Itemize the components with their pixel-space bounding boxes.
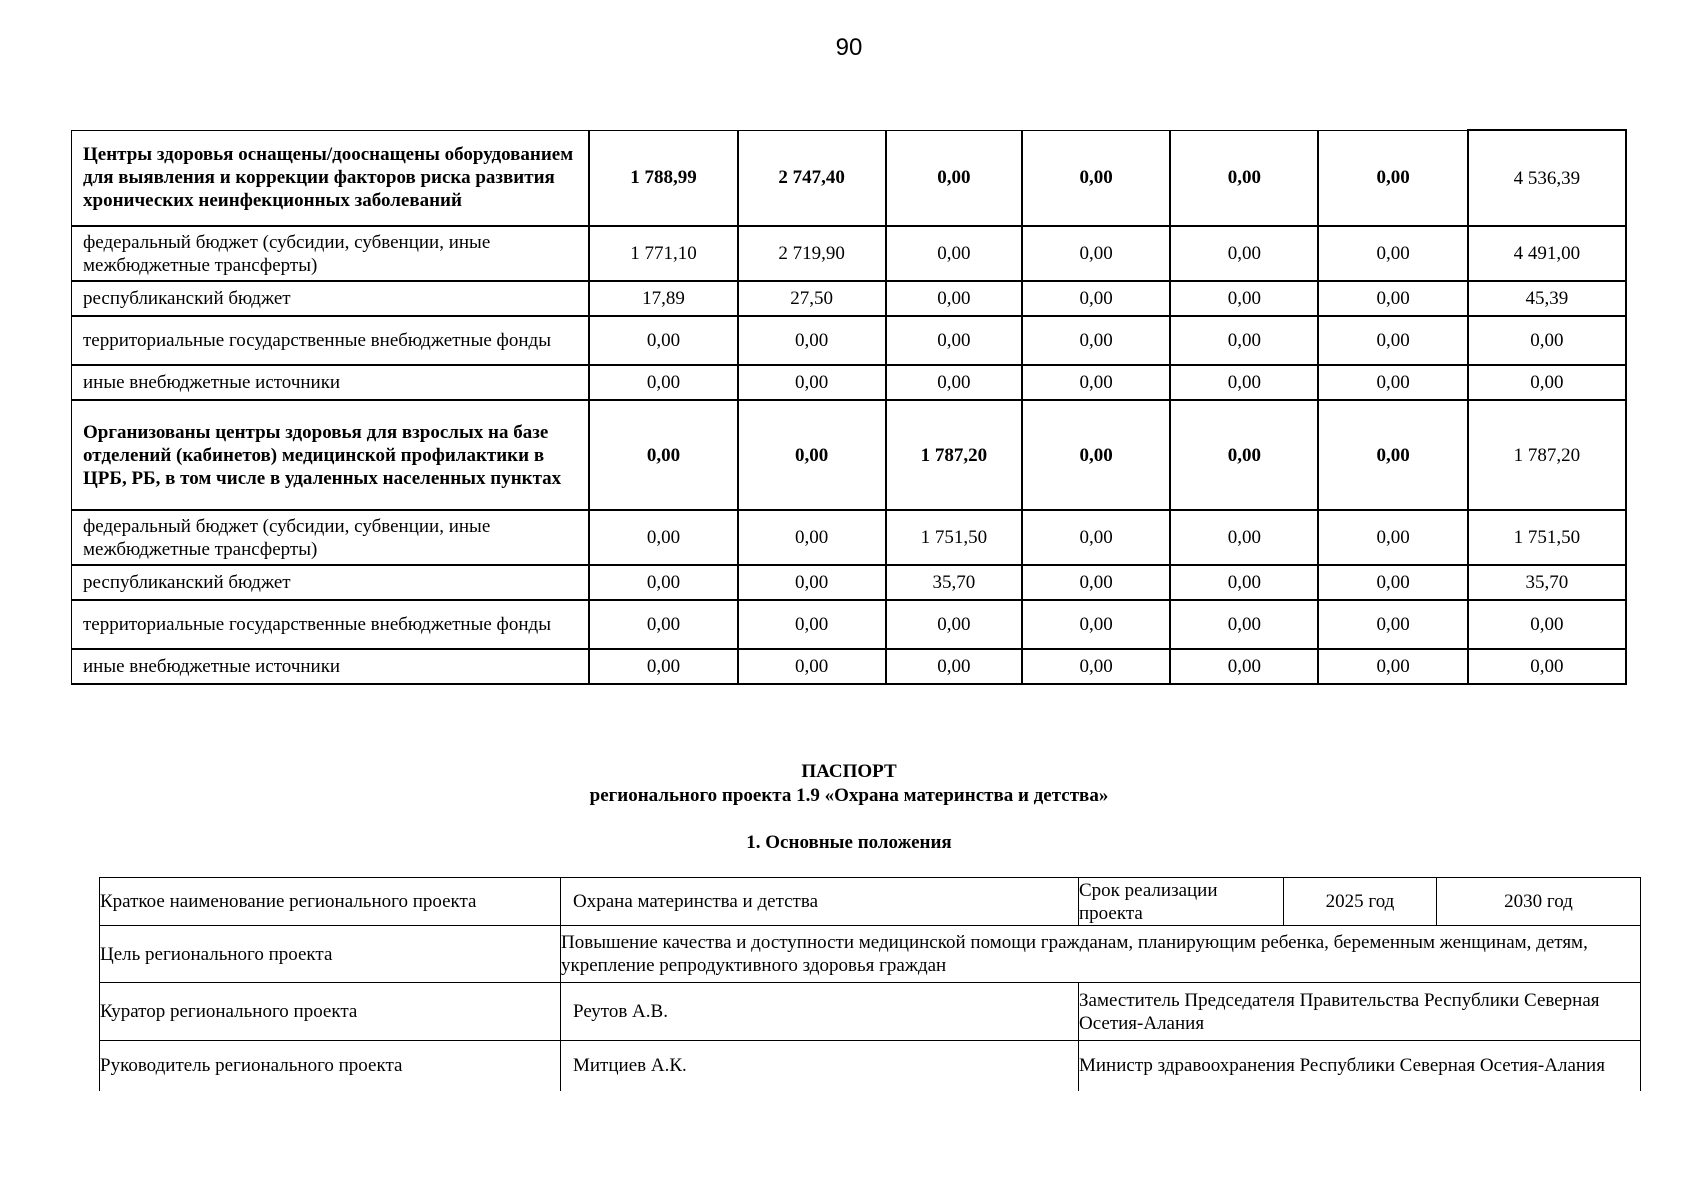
short-name-value: Охрана материнства и детства xyxy=(561,878,1079,926)
value-cell: 0,00 xyxy=(886,316,1022,365)
period-label: Срок реализации проекта xyxy=(1079,878,1284,926)
row-label: иные внебюджетные источники xyxy=(72,649,590,684)
value-cell: 0,00 xyxy=(1318,316,1467,365)
value-cell: 0,00 xyxy=(738,510,886,565)
value-cell: 0,00 xyxy=(1318,365,1467,400)
value-cell: 2 719,90 xyxy=(738,226,886,281)
row-total-cell: 45,39 xyxy=(1468,281,1626,316)
value-cell: 0,00 xyxy=(1170,316,1318,365)
value-cell: 0,00 xyxy=(1022,316,1170,365)
value-cell: 35,70 xyxy=(886,565,1022,600)
value-cell: 0,00 xyxy=(1170,130,1318,226)
table-row xyxy=(72,365,1627,400)
value-cell: 0,00 xyxy=(1170,600,1318,649)
row-label: территориальные государственные внебюджетные фонды xyxy=(72,316,590,365)
value-cell: 27,50 xyxy=(738,281,886,316)
passport-title: ПАСПОРТ xyxy=(801,761,897,782)
value-cell: 0,00 xyxy=(886,130,1022,226)
value-cell: 0,00 xyxy=(589,565,737,600)
value-cell: 1 787,20 xyxy=(886,400,1022,510)
value-cell: 0,00 xyxy=(1170,510,1318,565)
row-total-cell: 1 787,20 xyxy=(1468,400,1626,510)
row-total-cell: 0,00 xyxy=(1468,365,1626,400)
row-total-cell: 0,00 xyxy=(1468,316,1626,365)
value-cell: 0,00 xyxy=(1170,365,1318,400)
head-label: Руководитель регионального проекта xyxy=(100,1041,561,1091)
row-total-cell: 0,00 xyxy=(1468,600,1626,649)
value-cell: 0,00 xyxy=(589,316,737,365)
table-row xyxy=(72,510,1627,565)
value-cell: 0,00 xyxy=(1318,565,1467,600)
value-cell: 0,00 xyxy=(1170,565,1318,600)
period-start: 2025 год xyxy=(1284,878,1437,926)
finance-table-body xyxy=(72,130,1627,684)
table-row xyxy=(72,600,1627,649)
value-cell: 0,00 xyxy=(1022,565,1170,600)
table-row xyxy=(100,926,1641,983)
table-row xyxy=(72,130,1627,226)
curator-position: Заместитель Председателя Правительства Республики Северная Осетия-Алания xyxy=(1079,983,1641,1041)
value-cell: 2 747,40 xyxy=(738,130,886,226)
value-cell: 0,00 xyxy=(1170,226,1318,281)
value-cell: 0,00 xyxy=(1022,281,1170,316)
value-cell: 0,00 xyxy=(1318,130,1467,226)
value-cell: 0,00 xyxy=(589,510,737,565)
value-cell: 0,00 xyxy=(1318,510,1467,565)
table-row xyxy=(100,1041,1641,1091)
table-row xyxy=(72,649,1627,684)
row-label: федеральный бюджет (субсидии, субвенции, иные межбюджетные трансферты) xyxy=(72,510,590,565)
row-label: Центры здоровья оснащены/дооснащены оборудованием для выявления и коррекции факторов риска развития хронических неинфекционных заболеваний xyxy=(72,130,590,226)
value-cell: 0,00 xyxy=(589,649,737,684)
value-cell: 0,00 xyxy=(886,281,1022,316)
finance-table xyxy=(71,129,1627,685)
passport-subtitle: регионального проекта 1.9 «Охрана материнства и детства» xyxy=(589,785,1109,806)
value-cell: 0,00 xyxy=(1022,226,1170,281)
value-cell: 0,00 xyxy=(1022,600,1170,649)
value-cell: 0,00 xyxy=(1318,400,1467,510)
row-label: республиканский бюджет xyxy=(72,281,590,316)
value-cell: 0,00 xyxy=(738,316,886,365)
row-label: Организованы центры здоровья для взрослых на базе отделений (кабинетов) медицинской профилактики в ЦРБ, РБ, в том числе в удаленных населенных пунктах xyxy=(72,400,590,510)
row-label: территориальные государственные внебюджетные фонды xyxy=(72,600,590,649)
page-number: 90 xyxy=(835,34,863,61)
head-name: Митциев А.К. xyxy=(561,1041,1079,1091)
value-cell: 0,00 xyxy=(589,365,737,400)
row-total-cell: 1 751,50 xyxy=(1468,510,1626,565)
value-cell: 0,00 xyxy=(1022,365,1170,400)
value-cell: 0,00 xyxy=(738,600,886,649)
value-cell: 0,00 xyxy=(589,600,737,649)
period-end: 2030 год xyxy=(1437,878,1641,926)
value-cell: 0,00 xyxy=(886,365,1022,400)
value-cell: 0,00 xyxy=(738,365,886,400)
head-position: Министр здравоохранения Республики Северная Осетия-Алания xyxy=(1079,1041,1641,1091)
goal-value: Повышение качества и доступности медицинской помощи гражданам, планирующим ребенка, беременным женщинам, детям, укрепление репродуктивного здоровья граждан xyxy=(561,926,1641,983)
value-cell: 0,00 xyxy=(1170,400,1318,510)
curator-name: Реутов А.В. xyxy=(561,983,1079,1041)
value-cell: 0,00 xyxy=(1022,400,1170,510)
value-cell: 1 788,99 xyxy=(589,130,737,226)
value-cell: 0,00 xyxy=(886,226,1022,281)
value-cell: 0,00 xyxy=(589,400,737,510)
table-row xyxy=(72,226,1627,281)
value-cell: 0,00 xyxy=(738,649,886,684)
row-label: иные внебюджетные источники xyxy=(72,365,590,400)
value-cell: 1 751,50 xyxy=(886,510,1022,565)
value-cell: 0,00 xyxy=(1022,510,1170,565)
row-label: федеральный бюджет (субсидии, субвенции, иные межбюджетные трансферты) xyxy=(72,226,590,281)
table-row xyxy=(100,983,1641,1041)
short-name-label: Краткое наименование регионального проекта xyxy=(100,878,561,926)
table-row xyxy=(72,565,1627,600)
value-cell: 0,00 xyxy=(1318,649,1467,684)
value-cell: 17,89 xyxy=(589,281,737,316)
value-cell: 0,00 xyxy=(886,600,1022,649)
table-row xyxy=(72,281,1627,316)
goal-label: Цель регионального проекта xyxy=(100,926,561,983)
value-cell: 0,00 xyxy=(886,649,1022,684)
table-row xyxy=(100,878,1641,926)
value-cell: 0,00 xyxy=(1318,226,1467,281)
value-cell: 0,00 xyxy=(1318,281,1467,316)
row-label: республиканский бюджет xyxy=(72,565,590,600)
value-cell: 0,00 xyxy=(1170,281,1318,316)
value-cell: 0,00 xyxy=(1318,600,1467,649)
value-cell: 1 771,10 xyxy=(589,226,737,281)
row-total-cell: 35,70 xyxy=(1468,565,1626,600)
table-row xyxy=(72,400,1627,510)
passport-table xyxy=(99,877,1641,1091)
row-total-cell: 4 491,00 xyxy=(1468,226,1626,281)
curator-label: Куратор регионального проекта xyxy=(100,983,561,1041)
value-cell: 0,00 xyxy=(1022,130,1170,226)
value-cell: 0,00 xyxy=(738,565,886,600)
table-row xyxy=(72,316,1627,365)
value-cell: 0,00 xyxy=(738,400,886,510)
section-heading: 1. Основные положения xyxy=(746,832,952,853)
row-total-cell: 4 536,39 xyxy=(1468,130,1626,226)
row-total-cell: 0,00 xyxy=(1468,649,1626,684)
value-cell: 0,00 xyxy=(1022,649,1170,684)
value-cell: 0,00 xyxy=(1170,649,1318,684)
